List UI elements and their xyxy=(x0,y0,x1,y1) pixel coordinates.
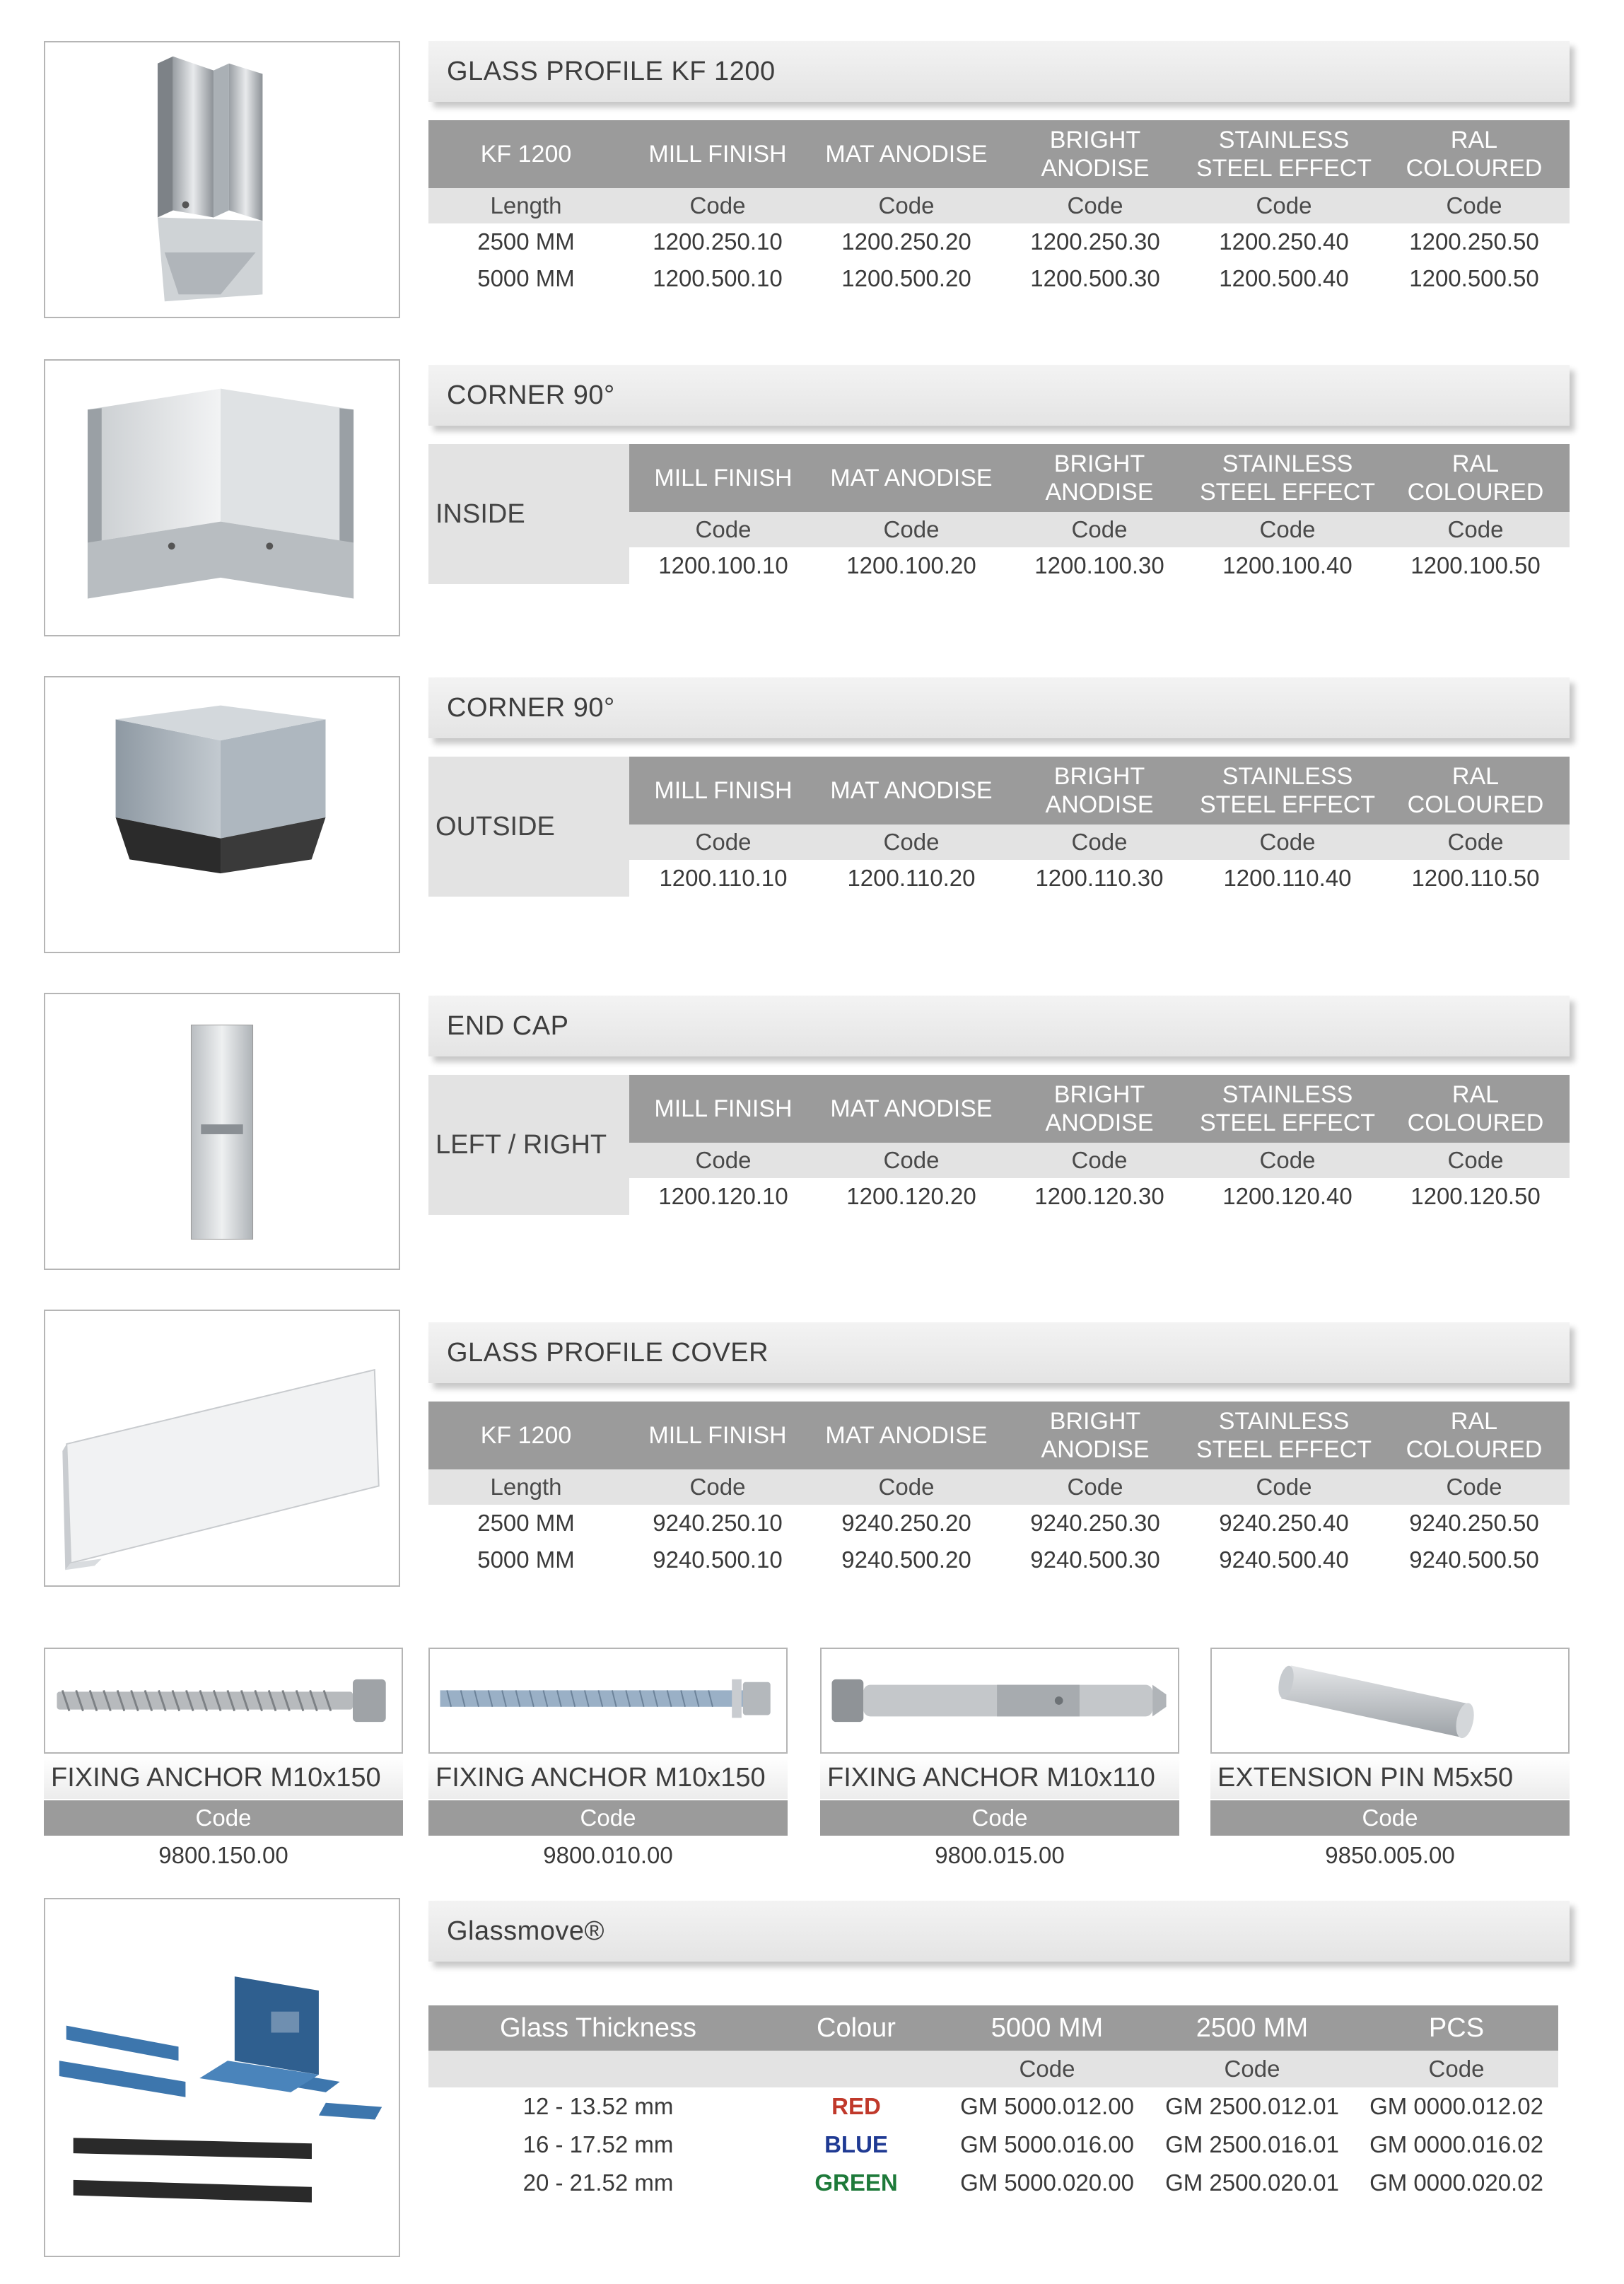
sleeve-anchor-illustration xyxy=(822,1649,1178,1752)
col-kf1200: KF 1200 xyxy=(428,1402,624,1469)
end-cap-image xyxy=(44,993,400,1270)
colour-red: RED xyxy=(831,2093,881,2119)
col-stainless: STAINLESS STEEL EFFECT xyxy=(1189,120,1379,188)
anchor-3-title: FIXING ANCHOR M10x110 xyxy=(820,1756,1179,1799)
corner-inside-table xyxy=(428,444,1570,584)
section-title-corner-inside: CORNER 90° xyxy=(428,365,1570,426)
col-kf1200: KF 1200 xyxy=(428,120,624,188)
col-stainless: STAINLESS STEEL EFFECT xyxy=(1189,1402,1379,1469)
anchor-4-image xyxy=(1210,1648,1570,1754)
side-label-outside: OUTSIDE xyxy=(428,757,629,897)
colour-green: GREEN xyxy=(814,2169,898,2196)
code-label-row: Code Code Code xyxy=(428,2051,1558,2087)
corner-inside-illustration xyxy=(45,361,399,635)
anchor-1-image xyxy=(44,1648,403,1754)
anchor-4-title: EXTENSION PIN M5x50 xyxy=(1210,1756,1570,1799)
table-row: 1200.120.10 1200.120.20 1200.120.30 1200.120.40 1200.120.50 xyxy=(658,1183,1541,1209)
table-row: 1200.100.10 1200.100.20 1200.100.30 1200.100.40 1200.100.50 xyxy=(658,552,1541,578)
code-label-row: Length Code Code Code Code Code xyxy=(428,1469,1570,1505)
col-colour: Colour xyxy=(768,2005,945,2051)
profile-table xyxy=(428,120,1570,297)
anchor-2-title: FIXING ANCHOR M10x150 xyxy=(428,1756,788,1799)
anchor-3-image xyxy=(820,1648,1179,1754)
anchor-2-code-label: Code xyxy=(428,1800,788,1836)
anchor-1-code-label: Code xyxy=(44,1800,403,1836)
section-title-profile: GLASS PROFILE KF 1200 xyxy=(428,41,1570,102)
col-stainless: STAINLESS STEEL EFFECT xyxy=(1193,444,1381,512)
anchor-3-code: 9800.015.00 xyxy=(935,1842,1065,1868)
col-glass-thickness: Glass Thickness xyxy=(428,2005,768,2051)
anchor-4-code-label: Code xyxy=(1210,1800,1570,1836)
cover-table xyxy=(428,1402,1570,1578)
col-ral: RAL COLOURED xyxy=(1381,757,1570,825)
col-mill-finish: MILL FINISH xyxy=(624,120,812,188)
col-5000mm: 5000 MM xyxy=(945,2005,1150,2051)
col-mill-finish: MILL FINISH xyxy=(624,1402,812,1469)
section-title-cover: GLASS PROFILE COVER xyxy=(428,1322,1570,1383)
col-mat-anodise: MAT ANODISE xyxy=(817,444,1005,512)
col-mat-anodise: MAT ANODISE xyxy=(817,757,1005,825)
code-label-row: Length Code Code Code Code Code xyxy=(428,188,1570,223)
col-stainless: STAINLESS STEEL EFFECT xyxy=(1193,757,1381,825)
col-bright-anodise: BRIGHT ANODISE xyxy=(1005,757,1193,825)
col-ral: RAL COLOURED xyxy=(1381,444,1570,512)
col-mat-anodise: MAT ANODISE xyxy=(817,1075,1005,1143)
anchor-4-code: 9850.005.00 xyxy=(1325,1842,1455,1868)
anchor-2-code: 9800.010.00 xyxy=(543,1842,673,1868)
col-bright-anodise: BRIGHT ANODISE xyxy=(1001,1402,1189,1469)
col-bright-anodise: BRIGHT ANODISE xyxy=(1005,444,1193,512)
screw-anchor-illustration xyxy=(45,1649,402,1752)
table-row: 12 - 13.52 mm RED GM 5000.012.00 GM 2500.012.01 GM 0000.012.02 xyxy=(428,2087,1558,2126)
table-row: 5000 MM 9240.500.10 9240.500.20 9240.500.30 9240.500.40 9240.500.50 xyxy=(477,1546,1539,1573)
side-label-left-right: LEFT / RIGHT xyxy=(428,1075,629,1215)
colour-blue: BLUE xyxy=(824,2131,888,2157)
end-cap-table xyxy=(428,1075,1570,1215)
col-ral: RAL COLOURED xyxy=(1379,1402,1570,1469)
anchor-3-code-label: Code xyxy=(820,1800,1179,1836)
section-title-end-cap: END CAP xyxy=(428,996,1570,1056)
section-title-glassmove: Glassmove® xyxy=(428,1901,1570,1962)
col-mat-anodise: MAT ANODISE xyxy=(812,120,1001,188)
side-label-inside: INSIDE xyxy=(428,444,629,584)
profile-image xyxy=(44,41,400,318)
anchor-2-image xyxy=(428,1648,788,1754)
corner-inside-image xyxy=(44,359,400,636)
glassmove-image xyxy=(44,1898,400,2257)
corner-outside-table xyxy=(428,757,1570,897)
code-label-row: Code Code Code Code Code xyxy=(428,512,1570,547)
table-row: 20 - 21.52 mm GREEN GM 5000.020.00 GM 2500.020.01 GM 0000.020.02 xyxy=(428,2164,1558,2202)
profile-illustration xyxy=(45,42,399,317)
col-ral: RAL COLOURED xyxy=(1379,120,1570,188)
col-2500mm: 2500 MM xyxy=(1150,2005,1355,2051)
col-bright-anodise: BRIGHT ANODISE xyxy=(1005,1075,1193,1143)
col-stainless: STAINLESS STEEL EFFECT xyxy=(1193,1075,1381,1143)
table-row: 1200.110.10 1200.110.20 1200.110.30 1200.110.40 1200.110.50 xyxy=(659,865,1540,891)
col-mill-finish: MILL FINISH xyxy=(629,444,817,512)
threaded-rod-illustration xyxy=(430,1649,786,1752)
table-row: 2500 MM 9240.250.10 9240.250.20 9240.250.30 9240.250.40 9240.250.50 xyxy=(477,1510,1539,1536)
code-label-row: Code Code Code Code Code xyxy=(428,825,1570,860)
section-title-corner-outside: CORNER 90° xyxy=(428,677,1570,738)
col-pcs: PCS xyxy=(1355,2005,1558,2051)
anchor-1-title: FIXING ANCHOR M10x150 xyxy=(44,1756,403,1799)
col-ral: RAL COLOURED xyxy=(1381,1075,1570,1143)
corner-outside-image xyxy=(44,676,400,953)
extension-pin-illustration xyxy=(1212,1649,1568,1752)
glassmove-table xyxy=(428,2005,1558,2202)
code-label-row: Code Code Code Code Code xyxy=(428,1143,1570,1178)
cover-image xyxy=(44,1310,400,1587)
col-bright-anodise: BRIGHT ANODISE xyxy=(1001,120,1189,188)
corner-outside-illustration xyxy=(45,677,399,952)
col-mill-finish: MILL FINISH xyxy=(629,1075,817,1143)
cover-illustration xyxy=(45,1311,399,1585)
col-mill-finish: MILL FINISH xyxy=(629,757,817,825)
anchor-1-code: 9800.150.00 xyxy=(158,1842,288,1868)
table-row: 16 - 17.52 mm BLUE GM 5000.016.00 GM 2500.016.01 GM 0000.016.02 xyxy=(428,2126,1558,2164)
end-cap-illustration xyxy=(45,994,399,1269)
glassmove-illustration xyxy=(45,1899,399,2256)
col-mat-anodise: MAT ANODISE xyxy=(812,1402,1001,1469)
table-row: 5000 MM 1200.500.10 1200.500.20 1200.500.30 1200.500.40 1200.500.50 xyxy=(477,265,1539,291)
table-row: 2500 MM 1200.250.10 1200.250.20 1200.250.30 1200.250.40 1200.250.50 xyxy=(477,228,1539,255)
